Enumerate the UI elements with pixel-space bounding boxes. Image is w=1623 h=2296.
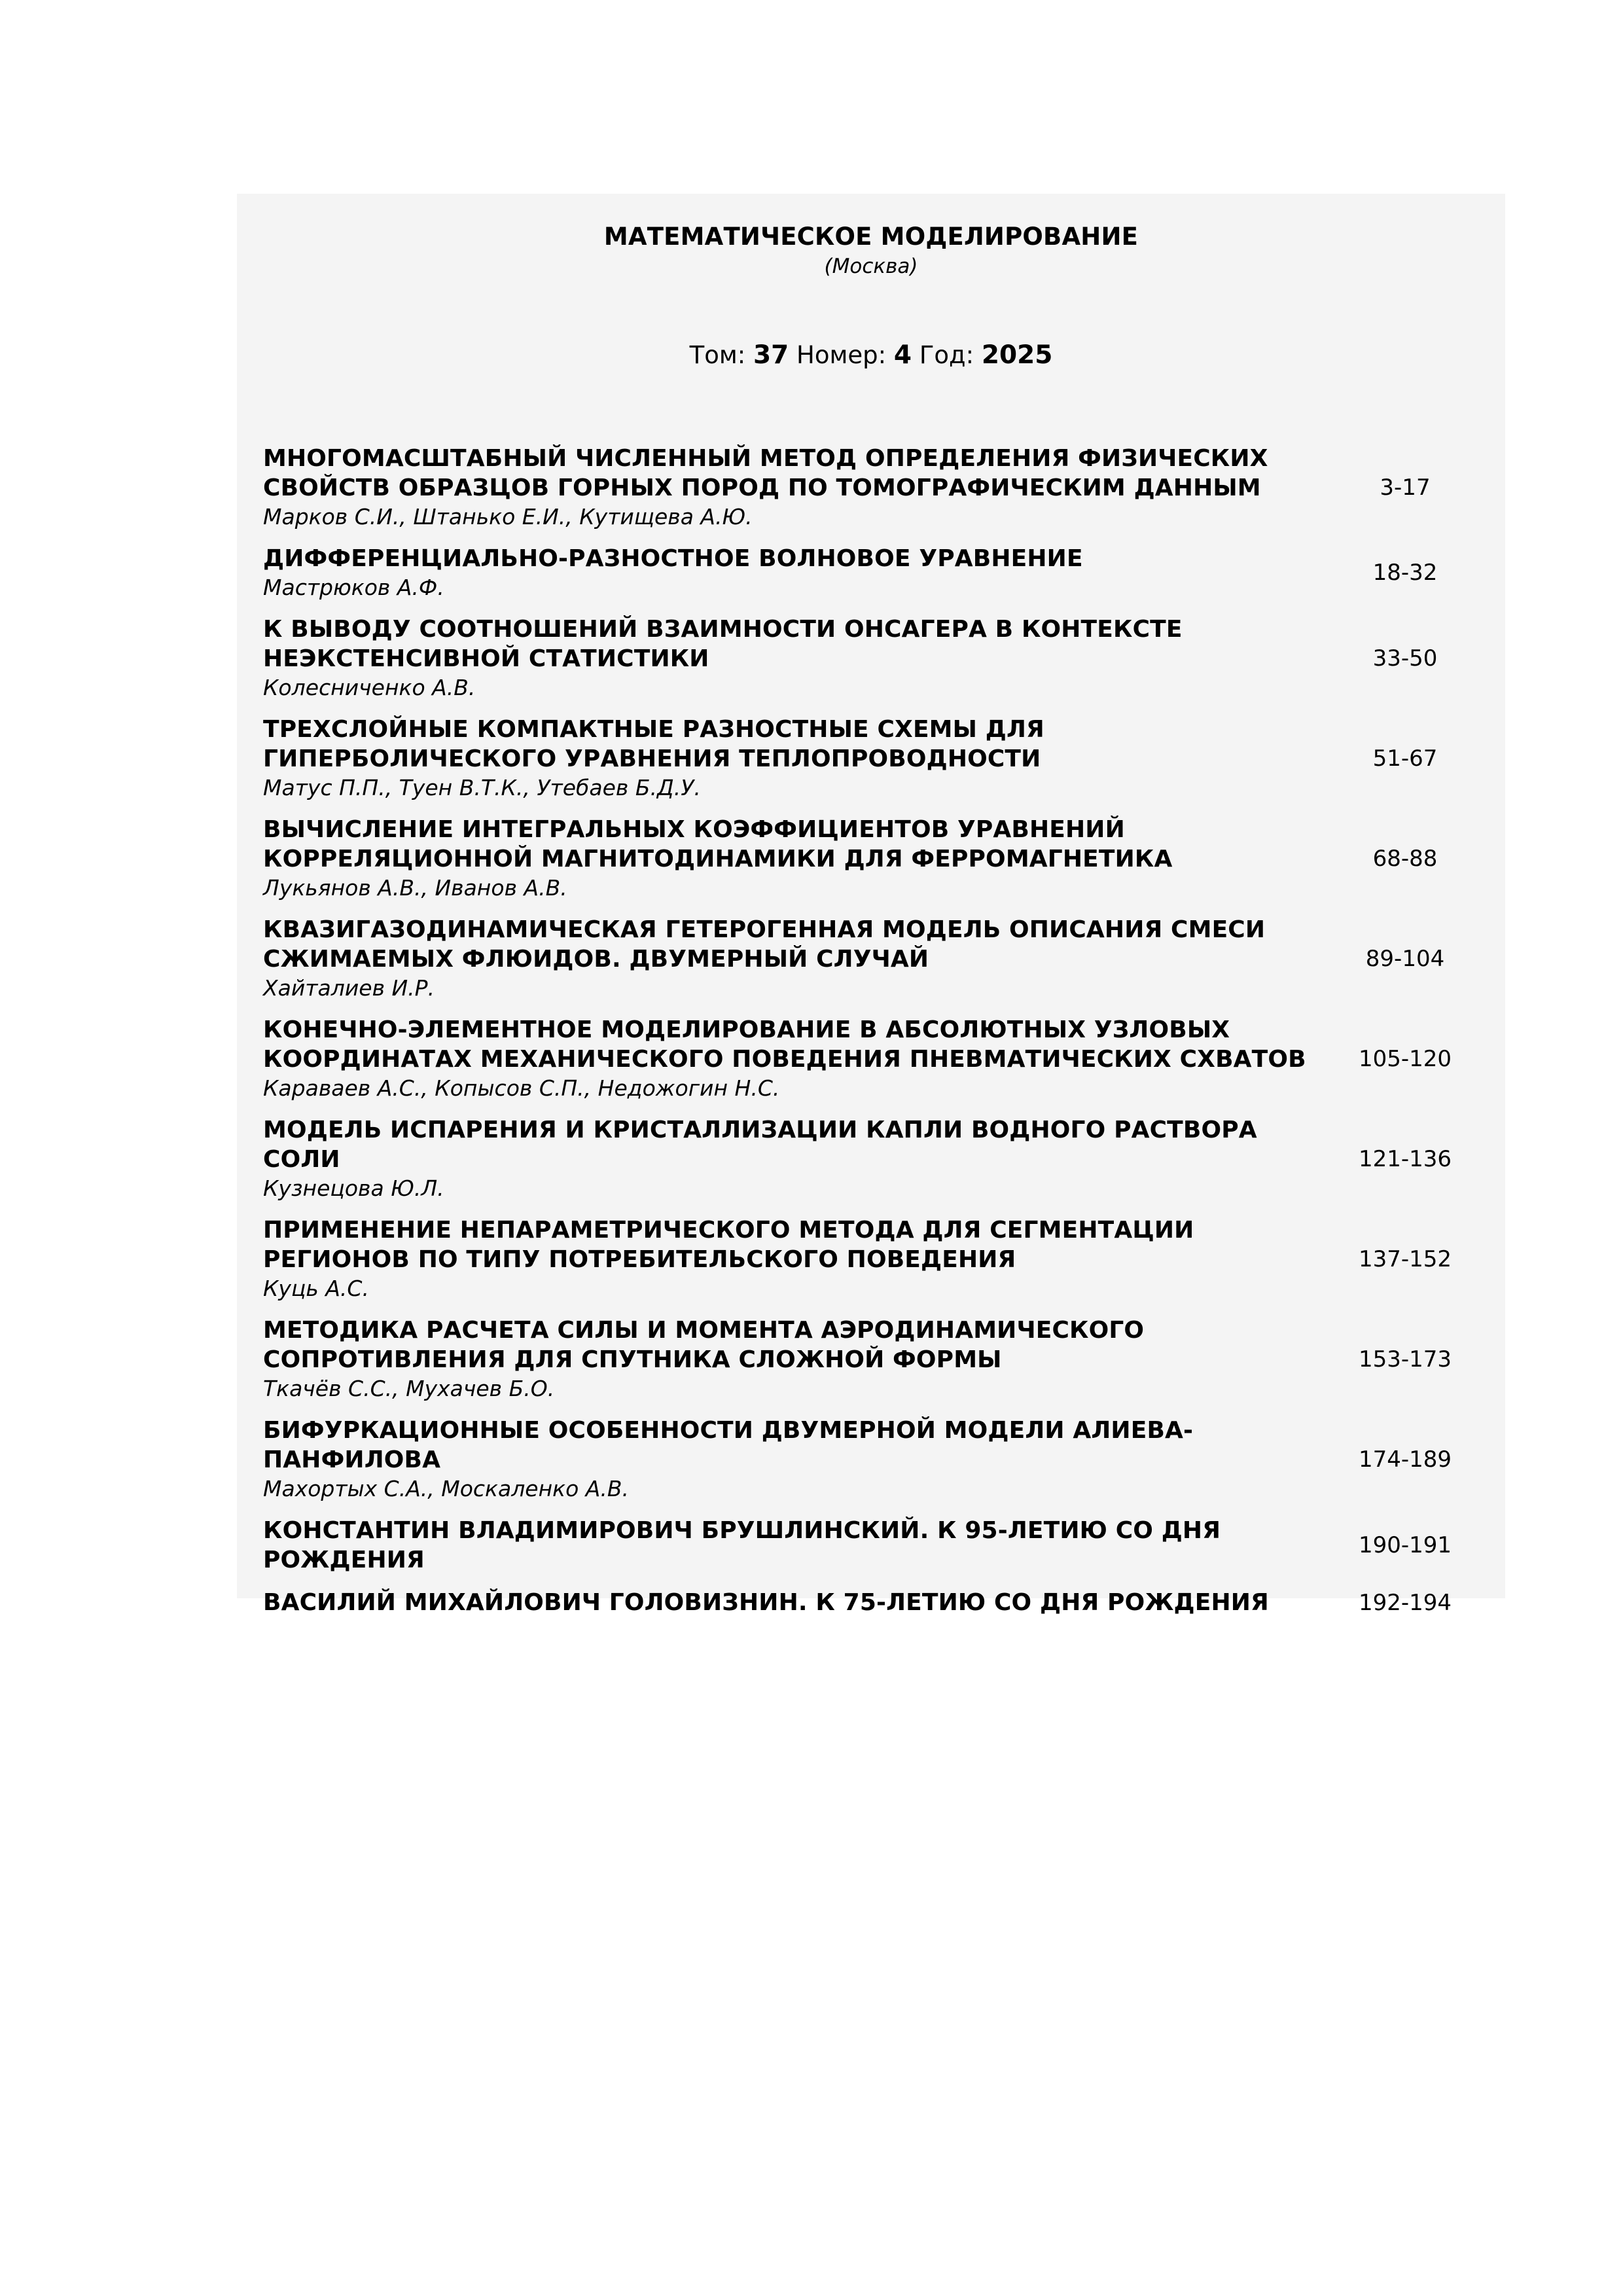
article-entry[interactable] [263,615,1493,702]
article-authors: Колесниченко А.В. [263,675,476,700]
year-label: Год: [919,341,974,369]
article-authors: Караваев А.С., Копысов С.П., Недожогин Н.С. [263,1075,780,1101]
article-text [263,1215,1336,1302]
contents-panel [237,194,1505,1616]
article-entry[interactable] [263,1516,1493,1575]
article-title[interactable]: МЕТОДИКА РАСЧЕТА СИЛЫ И МОМЕНТА АЭРОДИНАМИЧЕСКОГО СОПРОТИВЛЕНИЯ ДЛЯ СПУТНИКА СЛОЖНОЙ ФОРМЫ [263,1317,1145,1373]
article-pages: 3-17 [1380,474,1431,501]
article-authors: Лукьянов А.В., Иванов А.В. [263,875,567,901]
article-title[interactable]: ВЫЧИСЛЕНИЕ ИНТЕГРАЛЬНЫХ КОЭФФИЦИЕНТОВ УРАВНЕНИЙ КОРРЕЛЯЦИОННОЙ МАГНИТОДИНАМИКИ ДЛЯ ФЕРРОМАГНЕТИКА [263,816,1173,872]
article-title[interactable]: ДИФФЕРЕНЦИАЛЬНО-РАЗНОСТНОЕ ВОЛНОВОЕ УРАВНЕНИЕ [263,545,1083,572]
article-entry[interactable] [263,1416,1493,1503]
article-text [263,615,1336,702]
article-text [263,1316,1336,1403]
article-authors: Ткачёв С.С., Мухачев Б.О. [263,1376,555,1401]
journal-city: (Москва) [824,255,918,278]
article-pages: 137-152 [1358,1246,1452,1272]
article-entry[interactable] [263,1115,1493,1202]
article-pages: 174-189 [1358,1446,1452,1473]
volume-label: Том: [689,341,746,369]
issue-info [237,340,1505,370]
article-pages: 190-191 [1358,1532,1452,1558]
article-title[interactable]: МНОГОМАСШТАБНЫЙ ЧИСЛЕННЫЙ МЕТОД ОПРЕДЕЛЕНИЯ ФИЗИЧЕСКИХ СВОЙСТВ ОБРАЗЦОВ ГОРНЫХ ПОРОД ПО ТОМОГРАФИЧЕСКИМ ДАННЫМ [263,445,1268,501]
article-pages: 33-50 [1372,645,1438,672]
article-title[interactable]: ПРИМЕНЕНИЕ НЕПАРАМЕТРИЧЕСКОГО МЕТОДА ДЛЯ СЕГМЕНТАЦИИ РЕГИОНОВ ПО ТИПУ ПОТРЕБИТЕЛЬСКОГО ПОВЕДЕНИЯ [263,1217,1194,1273]
article-text [263,1588,1336,1617]
article-entry[interactable] [263,915,1493,1002]
article-title[interactable]: ТРЕХСЛОЙНЫЕ КОМПАКТНЫЕ РАЗНОСТНЫЕ СХЕМЫ ДЛЯ ГИПЕРБОЛИЧЕСКОГО УРАВНЕНИЯ ТЕПЛОПРОВОДНОСТИ [263,716,1044,772]
article-entry[interactable] [263,544,1493,601]
article-pages: 68-88 [1372,845,1438,872]
article-text [263,544,1336,601]
article-authors: Хайталиев И.Р. [263,975,435,1001]
number-value: 4 [893,340,912,370]
article-pages: 51-67 [1372,745,1438,772]
article-entry[interactable] [263,815,1493,902]
table-of-contents [263,444,1493,1630]
article-authors: Марков С.И., Штанько Е.И., Кутищева А.Ю. [263,504,753,529]
article-text [263,915,1336,1002]
article-text [263,1516,1336,1575]
article-authors: Мастрюков А.Ф. [263,575,444,600]
journal-title: МАТЕМАТИЧЕСКОЕ МОДЕЛИРОВАНИЕ [603,223,1139,251]
article-pages: 153-173 [1358,1346,1452,1372]
article-title[interactable]: МОДЕЛЬ ИСПАРЕНИЯ И КРИСТАЛЛИЗАЦИИ КАПЛИ ВОДНОГО РАСТВОРА СОЛИ [263,1117,1257,1173]
year-value: 2025 [981,340,1053,370]
article-title[interactable]: КВАЗИГАЗОДИНАМИЧЕСКАЯ ГЕТЕРОГЕННАЯ МОДЕЛЬ ОПИСАНИЯ СМЕСИ СЖИМАЕМЫХ ФЛЮИДОВ. ДВУМЕРНЫЙ СЛУЧАЙ [263,916,1266,973]
article-title[interactable]: ВАСИЛИЙ МИХАЙЛОВИЧ ГОЛОВИЗНИН. К 75-ЛЕТИЮ СО ДНЯ РОЖДЕНИЯ [263,1589,1269,1616]
article-entry[interactable] [263,444,1493,531]
article-text [263,715,1336,802]
article-entry[interactable] [263,1316,1493,1403]
volume-value: 37 [753,340,789,370]
article-authors: Куць А.С. [263,1276,369,1301]
article-authors: Махортых С.А., Москаленко А.В. [263,1476,629,1501]
article-entry[interactable] [263,715,1493,802]
article-title[interactable]: КОНСТАНТИН ВЛАДИМИРОВИЧ БРУШЛИНСКИЙ. К 95-ЛЕТИЮ СО ДНЯ РОЖДЕНИЯ [263,1517,1221,1573]
article-pages: 18-32 [1372,560,1438,586]
article-pages: 192-194 [1358,1589,1452,1616]
number-label: Номер: [796,341,887,369]
article-authors: Матус П.П., Туен В.Т.К., Утебаев Б.Д.У. [263,775,701,800]
article-text [263,1416,1336,1503]
article-entry[interactable] [263,1215,1493,1302]
article-pages: 121-136 [1358,1145,1452,1172]
article-text [263,1115,1336,1202]
article-text [263,815,1336,902]
article-title[interactable]: КОНЕЧНО-ЭЛЕМЕНТНОЕ МОДЕЛИРОВАНИЕ В АБСОЛЮТНЫХ УЗЛОВЫХ КООРДИНАТАХ МЕХАНИЧЕСКОГО ПОВЕДЕНИЯ ПНЕВМАТИЧЕСКИХ СХВАТОВ [263,1016,1306,1073]
article-authors: Кузнецова Ю.Л. [263,1175,444,1201]
article-entry[interactable] [263,1015,1493,1102]
article-pages: 105-120 [1358,1045,1452,1072]
article-text [263,444,1336,531]
article-title[interactable]: БИФУРКАЦИОННЫЕ ОСОБЕННОСТИ ДВУМЕРНОЙ МОДЕЛИ АЛИЕВА-ПАНФИЛОВА [263,1417,1194,1473]
article-entry[interactable] [263,1588,1493,1617]
article-title[interactable]: К ВЫВОДУ СООТНОШЕНИЙ ВЗАИМНОСТИ ОНСАГЕРА В КОНТЕКСТЕ НЕЭКСТЕНСИВНОЙ СТАТИСТИКИ [263,616,1183,672]
article-text [263,1015,1336,1102]
article-pages: 89-104 [1365,945,1445,972]
